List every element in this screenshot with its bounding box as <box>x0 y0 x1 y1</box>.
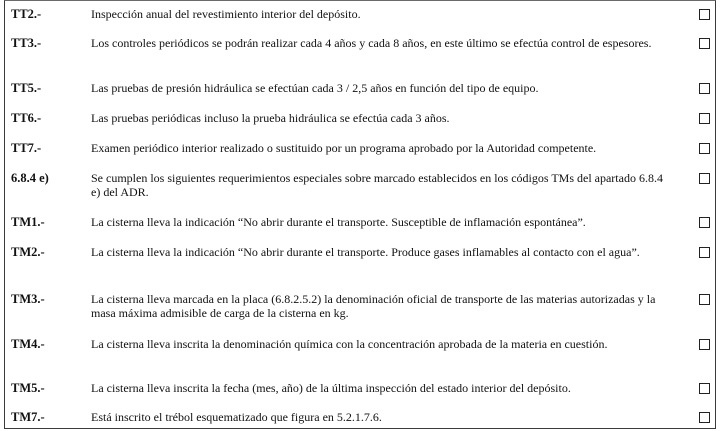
item-checkbox[interactable] <box>699 143 710 154</box>
item-code: TM5.- <box>11 381 45 395</box>
item-code: TT3.- <box>11 36 42 50</box>
item-description: Los controles periódicos se podrán realizar cada 4 años y cada 8 años, en este último se efectúa control de espesores. <box>91 36 652 50</box>
item-checkbox[interactable] <box>699 294 710 305</box>
item-code: TT6.- <box>11 111 42 125</box>
item-code: TT5.- <box>11 81 42 95</box>
item-description: La cisterna lleva inscrita la denominación química con la concentración aprobada de la materia en cuestión. <box>91 337 608 351</box>
item-checkbox[interactable] <box>699 173 710 184</box>
item-code: TM2.- <box>11 245 45 259</box>
item-description: Está inscrito el trébol esquematizado que figura en 5.2.1.7.6. <box>91 410 382 424</box>
item-description: La cisterna lleva marcada en la placa (6.8.2.5.2) la denominación oficial de transporte de las materias autorizadas y la masa máxima admisible de carga de la cisterna en kg. <box>91 292 656 320</box>
item-description: Las pruebas periódicas incluso la prueba hidráulica se efectúa cada 3 años. <box>91 111 450 125</box>
item-checkbox[interactable] <box>699 247 710 258</box>
item-description: Se cumplen los siguientes requerimientos especiales sobre marcado establecidos en los códigos TMs del apartado 6.8.4 e) del ADR. <box>91 171 663 199</box>
item-checkbox[interactable] <box>699 9 710 20</box>
item-description: La cisterna lleva inscrita la fecha (mes, año) de la última inspección del estado interior del depósito. <box>91 381 571 395</box>
item-code: TM4.- <box>11 337 45 351</box>
item-description: Inspección anual del revestimiento interior del depósito. <box>91 7 361 21</box>
item-code: TM1.- <box>11 215 45 229</box>
item-checkbox[interactable] <box>699 217 710 228</box>
item-checkbox[interactable] <box>699 383 710 394</box>
item-code: 6.8.4 e) <box>11 171 49 185</box>
item-code: TT7.- <box>11 141 42 155</box>
item-description: La cisterna lleva la indicación “No abrir durante el transporte. Susceptible de inflamación espontánea”. <box>91 215 586 229</box>
item-description: Las pruebas de presión hidráulica se efectúan cada 3 / 2,5 años en función del tipo de equipo. <box>91 81 539 95</box>
item-checkbox[interactable] <box>699 339 710 350</box>
item-checkbox[interactable] <box>699 38 710 49</box>
item-checkbox[interactable] <box>699 113 710 124</box>
item-description: Examen periódico interior realizado o sustituido por un programa aprobado por la Autoridad competente. <box>91 141 597 155</box>
item-code: TM3.- <box>11 292 45 306</box>
item-code: TM7.- <box>11 410 45 424</box>
item-checkbox[interactable] <box>699 412 710 423</box>
item-checkbox[interactable] <box>699 83 710 94</box>
item-code: TT2.- <box>11 7 42 21</box>
item-description: La cisterna lleva la indicación “No abrir durante el transporte. Produce gases inflamables al contacto con el agua”. <box>91 245 640 259</box>
checklist-table <box>4 0 716 429</box>
